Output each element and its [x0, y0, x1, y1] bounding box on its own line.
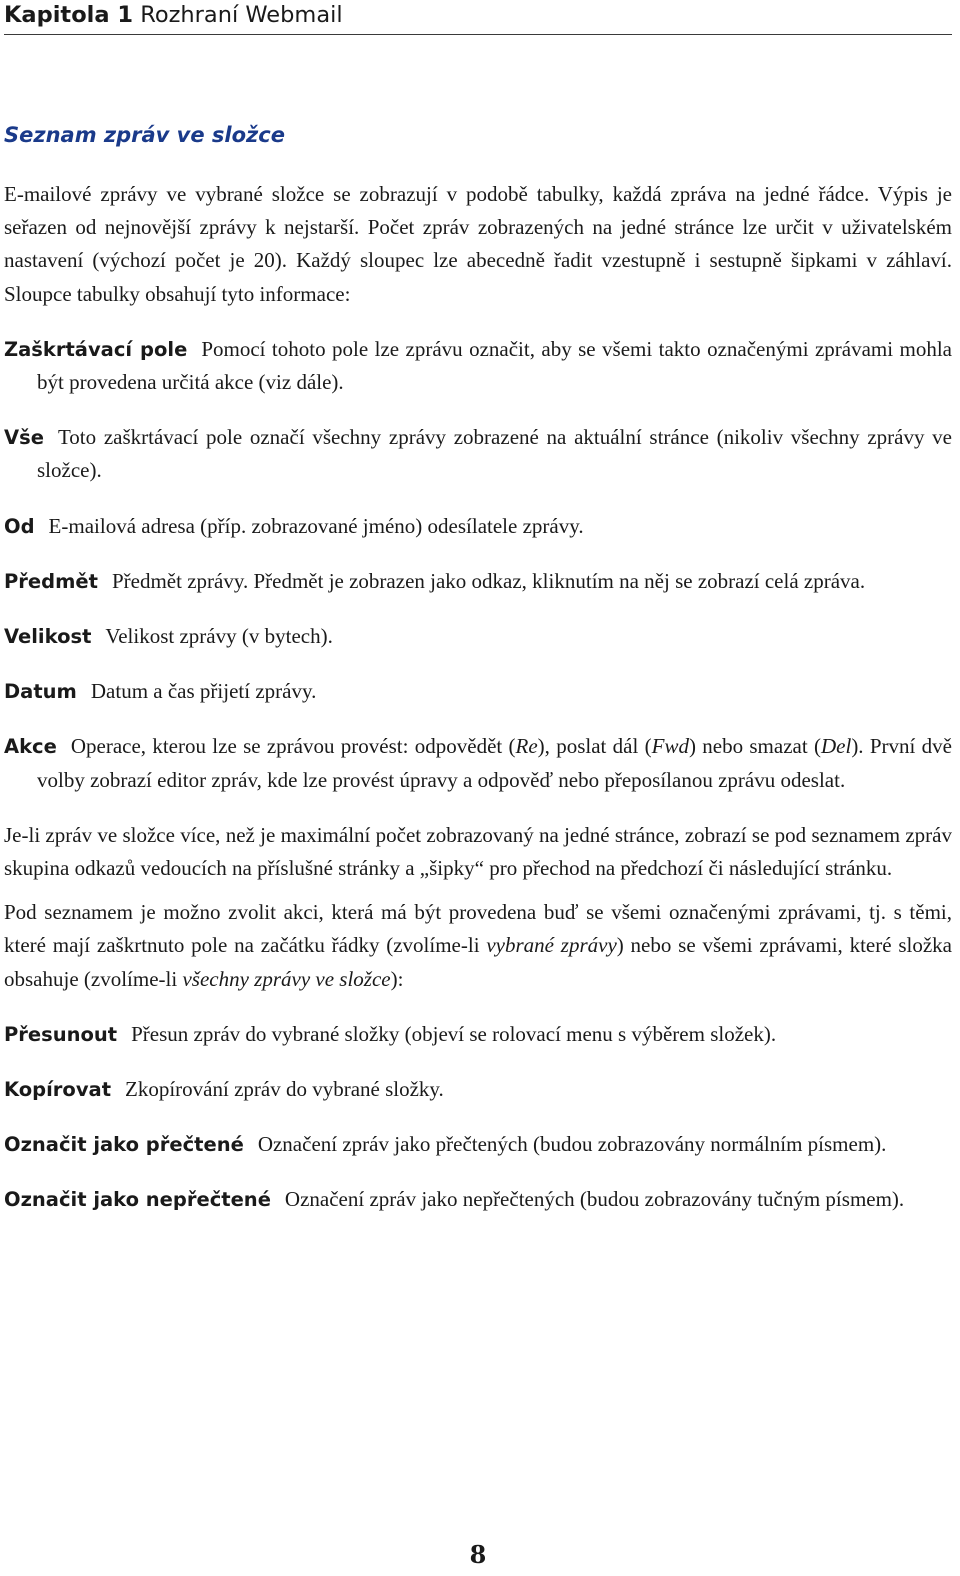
akce-text-4: ). První dvě volby zobrazí editor zpráv, kde lze provést úpravy a odpověď nebo přeposílanou zprávu odeslat. — [37, 734, 952, 792]
definition-term: Od — [4, 514, 35, 538]
definition-term: Vše — [4, 426, 44, 450]
section-title: Seznam zpráv ve složce — [4, 123, 285, 147]
definition-item-all — [4, 421, 952, 487]
definition-desc: Předmět zprávy. Předmět je zobrazen jako odkaz, kliknutím na něj se zobrazí celá zpráva. — [111, 568, 866, 593]
action-desc: Označení zpráv jako přečtených (budou zobrazovány normálním písmem). — [257, 1132, 887, 1157]
action-item-mark-unread — [4, 1183, 952, 1216]
definition-term: Předmět — [4, 569, 98, 593]
definition-desc: Toto zaškrtávací pole označí všechny zprávy zobrazené na aktuální stránce (nikoliv všechny zprávy ve složce). — [37, 425, 952, 483]
akce-text-2: ), poslat dál ( — [537, 734, 652, 759]
definition-term: Zaškrtávací pole — [4, 337, 188, 361]
action-desc: Zkopírování zpráv do vybrané složky. — [125, 1077, 444, 1102]
actions-text-3: ): — [390, 966, 404, 991]
definition-desc: E-mailová adresa (příp. zobrazované jméno) odesílatele zprávy. — [48, 513, 584, 538]
action-term: Přesunout — [4, 1022, 118, 1046]
definition-item-date — [4, 675, 952, 708]
definition-term: Akce — [4, 735, 57, 759]
chapter-title: Rozhraní Webmail — [140, 2, 343, 28]
body-text — [4, 178, 952, 1239]
actions-paragraph — [4, 896, 952, 996]
action-desc: Označení zpráv jako nepřečtených (budou zobrazovány tučným písmem). — [284, 1187, 905, 1212]
definition-term: Velikost — [4, 625, 92, 649]
akce-del: Del — [820, 734, 852, 759]
definition-item-from — [4, 510, 952, 543]
definition-item-checkbox — [4, 333, 952, 399]
actions-em-selected: vybrané zprávy — [486, 933, 617, 958]
definition-item-action — [4, 730, 952, 796]
akce-text-1: Operace, kterou lze se zprávou provést: odpovědět ( — [70, 734, 516, 759]
definition-desc: Velikost zprávy (v bytech). — [105, 624, 333, 649]
action-item-mark-read — [4, 1128, 952, 1161]
akce-fwd: Fwd — [651, 734, 689, 759]
akce-re: Re — [515, 734, 538, 759]
actions-em-all: všechny zprávy ve složce — [182, 966, 391, 991]
definition-item-subject — [4, 565, 952, 598]
action-item-copy — [4, 1073, 952, 1106]
definition-desc: Pomocí tohoto pole lze zprávu označit, aby se všemi takto označenými zprávami mohla být provedena určitá akce (viz dále). — [37, 336, 952, 395]
page-number: 8 — [469, 1540, 487, 1569]
action-item-move — [4, 1018, 952, 1051]
chapter-label: Kapitola 1 — [4, 2, 134, 28]
running-header — [4, 0, 952, 35]
document-page — [4, 0, 952, 1576]
action-term: Kopírovat — [4, 1078, 112, 1102]
definition-item-size — [4, 620, 952, 653]
actions-text-1: Pod seznamem je možno zvolit akci, která má být provedena buď se všemi označenými zprávami, tj. s těmi, které mají zaškrtnuto pole na začátku řádky (zvolíme-li — [4, 900, 952, 958]
definition-desc: Datum a čas přijetí zprávy. — [90, 679, 317, 704]
action-desc: Přesun zpráv do vybrané složky (objeví se rolovací menu s výběrem složek). — [131, 1021, 777, 1046]
akce-text-3: ) nebo smazat ( — [688, 734, 821, 759]
actions-text-2: ) nebo se všemi zprávami, které složka obsahuje (zvolíme-li — [4, 933, 952, 991]
action-term: Označit jako nepřečtené — [4, 1188, 271, 1212]
pagination-paragraph: Je-li zpráv ve složce více, než je maximální počet zobrazovaný na jedné stránce, zobrazí se pod seznamem zpráv skupina odkazů vedoucích na příslušné stránky a „šipky“ pro přechod na předchozí či následující stránku. — [4, 822, 952, 881]
definition-term: Datum — [4, 680, 77, 704]
action-term: Označit jako přečtené — [4, 1133, 244, 1157]
intro-paragraph: E-mailové zprávy ve vybrané složce se zobrazují v podobě tabulky, každá zpráva na jedné řádce. Výpis je seřazen od nejnovější zprávy k nejstarší. Počet zpráv zobrazených na jedné stránce lze určit v uživatelském nastavení (výchozí počet je 20). Každý sloupec lze abecedně řadit vzestupně i sestupně šipkami v záhlaví. Sloupce tabulky obsahují tyto informace: — [4, 182, 952, 306]
